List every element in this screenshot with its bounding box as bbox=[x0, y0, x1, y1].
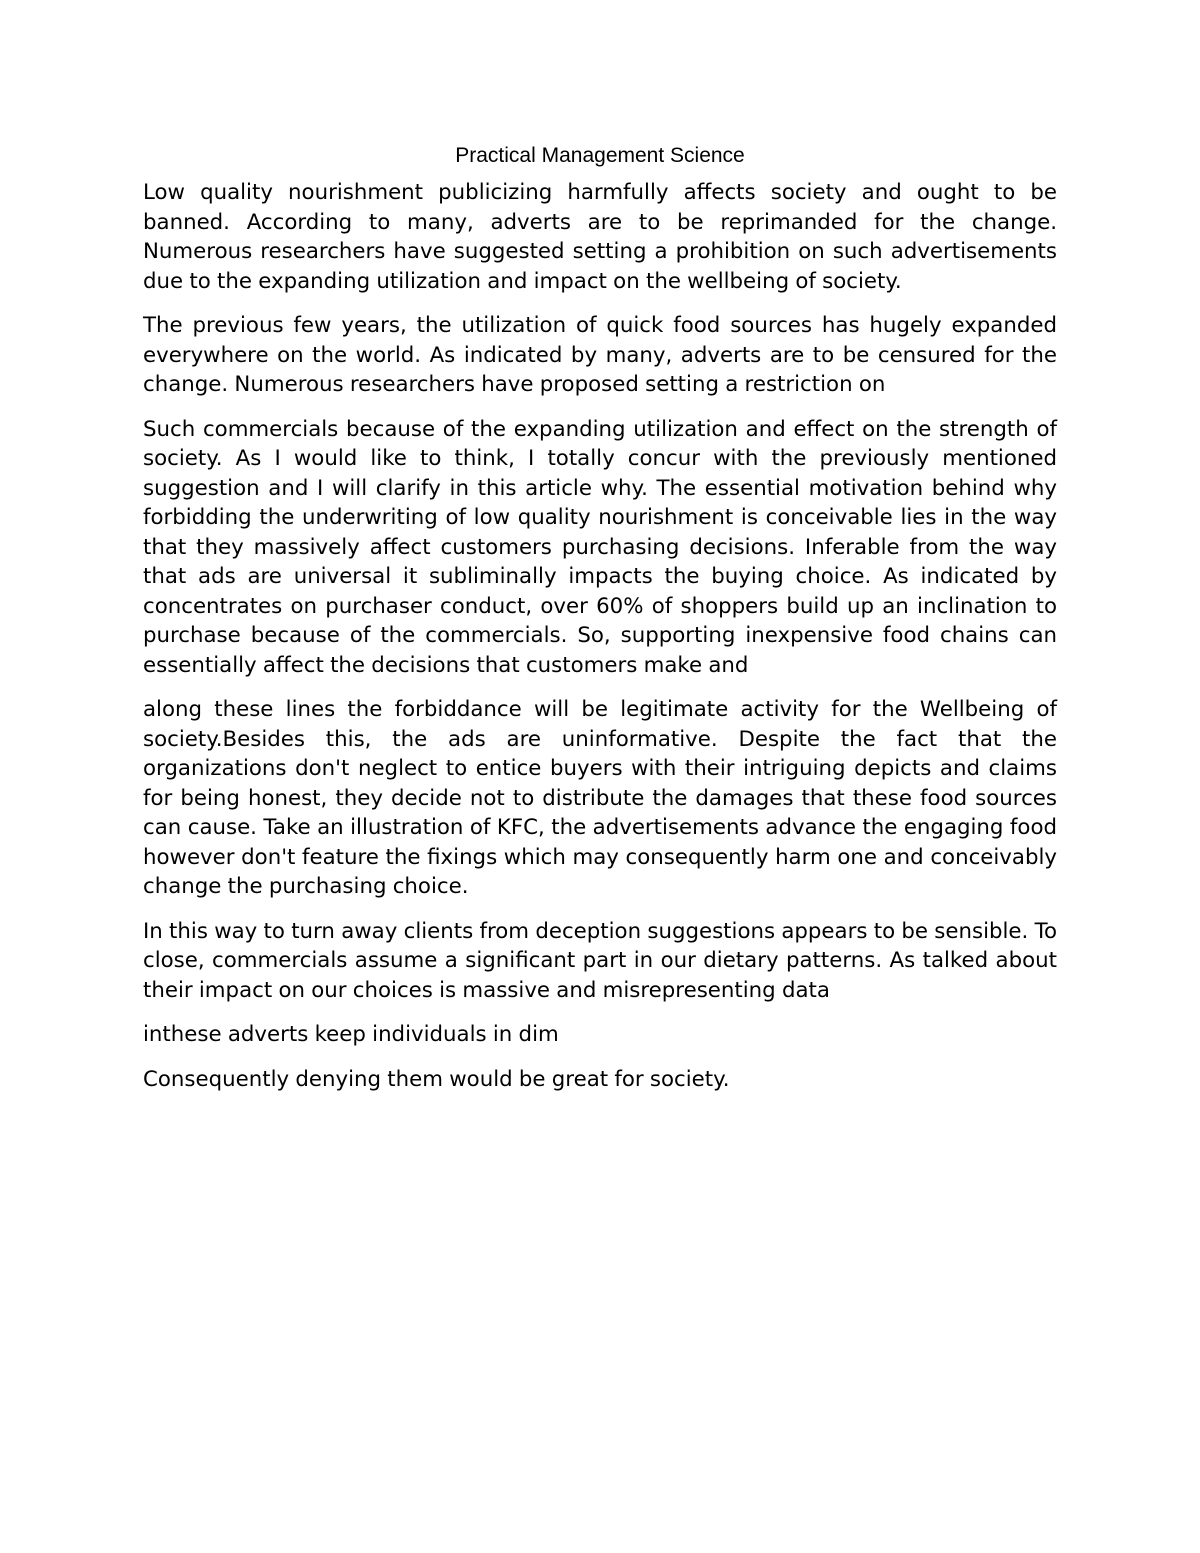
paragraph-4: along these lines the forbiddance will be legitimate activity for the Wellbeing of society.Besides this, the ads are uninformative. Despite the fact that the organizations don't neglect to entice buyers with their intriguing depicts and claims for being honest, they decide not to distribute the damages that these food sources can cause. Take an illustration of KFC, the advertisements advance the engaging food however don't feature the fixings which may consequently harm one and conceivably change the purchasing choice. bbox=[143, 697, 1057, 899]
paragraph-7: Consequently denying them would be great for society. bbox=[143, 1066, 730, 1092]
paragraph-3: Such commercials because of the expanding utilization and effect on the strength of society. As I would like to think, I totally concur with the previously mentioned suggestion and I will clarify in this article why. The essential motivation behind why forbidding the underwriting of low quality nourishment is conceivable lies in the way that they massively affect customers purchasing decisions. Inferable from the way that ads are universal it subliminally impacts the buying choice. As indicated by concentrates on purchaser conduct, over 60% of shoppers build up an inclination to purchase because of the commercials. So, supporting inexpensive food chains can essentially affect the decisions that customers make and bbox=[143, 416, 1057, 678]
paragraph-1: Low quality nourishment publicizing harmfully affects society and ought to be banned. According to many, adverts are to be reprimanded for the change. Numerous researchers have suggested setting a prohibition on such advertisements due to the expanding utilization and impact on the wellbeing of society. bbox=[143, 180, 1057, 294]
paragraph-5: In this way to turn away clients from deception suggestions appears to be sensible. To close, commercials assume a significant part in our dietary patterns. As talked about their impact on our choices is massive and misrepresenting data bbox=[143, 918, 1057, 1003]
paragraph-2: The previous few years, the utilization of quick food sources has hugely expanded everywhere on the world. As indicated by many, adverts are to be censured for the change. Numerous researchers have proposed setting a restriction on bbox=[143, 313, 1057, 397]
document-title: Practical Management Science bbox=[455, 144, 745, 167]
paragraph-6: inthese adverts keep individuals in dim bbox=[143, 1022, 559, 1047]
document-body bbox=[143, 142, 1057, 1109]
